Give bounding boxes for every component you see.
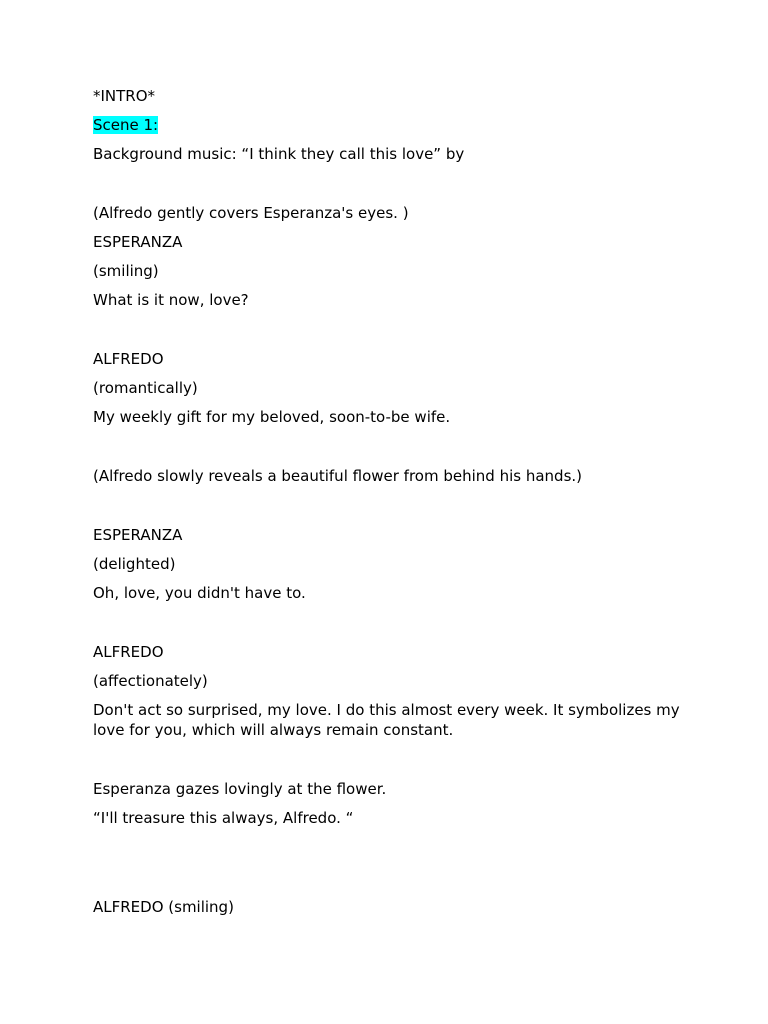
speaker-name: ESPERANZA — [93, 526, 183, 544]
action-line: (Alfredo slowly reveals a beautiful flower from behind his hands.) — [93, 467, 583, 485]
parenthetical: (affectionately) — [93, 672, 208, 690]
scene-heading — [93, 115, 683, 135]
dialogue-line: Don't act so surprised, my love. I do this almost every week. It symbolizes my love for you, which will always remain constant. — [93, 701, 685, 739]
parenthetical: (romantically) — [93, 379, 198, 397]
parenthetical: (smiling) — [93, 262, 159, 280]
action-line: Esperanza gazes lovingly at the flower. — [93, 780, 387, 798]
background-music-line: Background music: “I think they call this love” by — [93, 145, 465, 163]
dialogue-line: My weekly gift for my beloved, soon-to-be wife. — [93, 408, 451, 426]
speaker-name: ALFREDO — [93, 350, 164, 368]
speaker-name: ESPERANZA — [93, 233, 183, 251]
quote-line: “I'll treasure this always, Alfredo. “ — [93, 809, 354, 827]
parenthetical: (delighted) — [93, 555, 176, 573]
dialogue-line: What is it now, love? — [93, 291, 249, 309]
dialogue-line: Oh, love, you didn't have to. — [93, 584, 306, 602]
scene-heading-text: Scene 1: — [93, 116, 159, 134]
action-line: (Alfredo gently covers Esperanza's eyes. ) — [93, 204, 409, 222]
intro-heading: *INTRO* — [93, 87, 156, 105]
speaker-name: ALFREDO — [93, 643, 164, 661]
speaker-name: ALFREDO (smiling) — [93, 898, 234, 916]
